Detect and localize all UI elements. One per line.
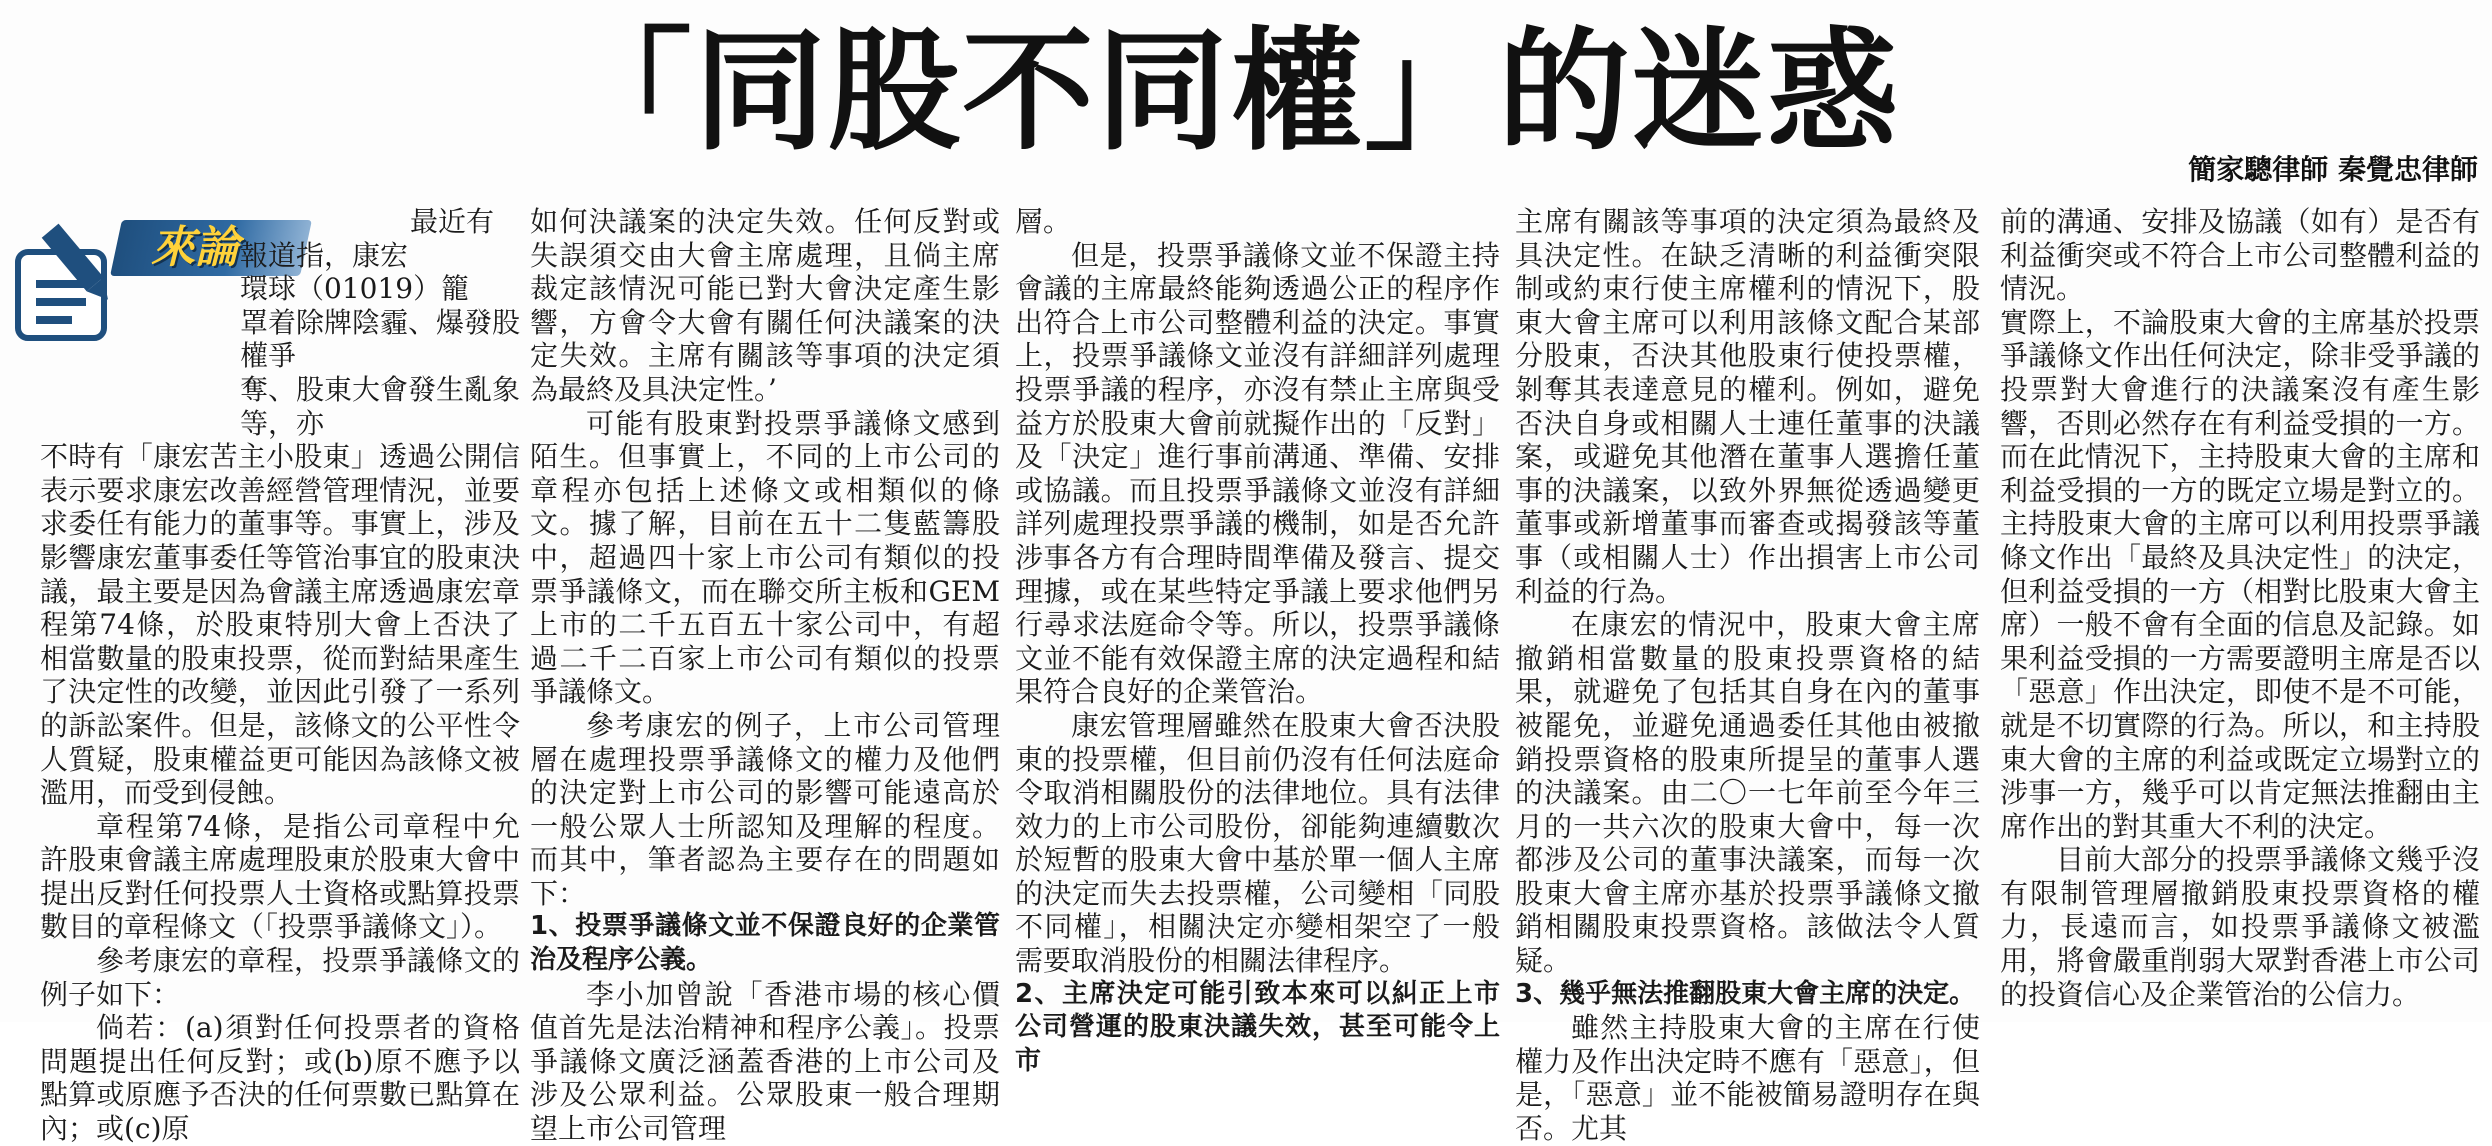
article-paragraph: 最近有	[410, 205, 495, 238]
article-column-4	[1515, 205, 1980, 1146]
byline: 簡家驄律師 秦覺忠律師	[2188, 153, 2478, 186]
article-paragraph: 奪、股東大會發生亂象等，亦	[240, 372, 521, 440]
badge-label: 來論	[151, 222, 239, 273]
article-paragraph: 康宏管理層雖然在股東大會否決股東的投票權，但目前仍沒有任何法庭命令取消相關股份的法律地位。具有法律效力的上市公司股份，卻能夠連續數次於短暫的股東大會中基於單一個人主席的決定而失去投票權，公司變相「同股不同權」，相關決定亦變相架空了一般需要取消股份的相關法律程序。	[1015, 708, 1500, 978]
article-paragraph: 前的溝通、安排及協議（如有）是否有利益衝突或不符合上市公司整體利益的情況。	[2000, 205, 2480, 306]
article-paragraph: 罩着除牌陰霾、爆發股權爭	[240, 305, 521, 373]
headline: 「同股不同權」的迷惑	[560, 15, 1900, 169]
article-paragraph: 實際上，不論股東大會的主席基於投票爭議條文作出任何決定，除非受爭議的投票對大會進行的決議案沒有產生影響，否則必然存在有利益受損的一方。而在此情況下，主持股東大會的主席和利益受損的一方的既定立場是對立的。主持股東大會的主席可以利用投票爭議條文作出「最終及具決定性」的決定，但利益受損的一方（相對比股東大會主席）一般不會有全面的信息及記錄。如果利益受損的一方需要證明主席是否以「惡意」作出決定，即使不是不可能，就是不切實際的行為。所以，和主持股東大會的主席的利益或既定立場對立的涉事一方，幾乎可以肯定無法推翻由主席作出的對其重大不利的決定。	[2000, 305, 2480, 843]
article-paragraph: 不時有「康宏苦主小股東」透過公開信表示要求康宏改善經營管理情況，並要求委任有能力的董事等。事實上，涉及影響康宏董事委任等管治事宜的股東決議，最主要是因為會議主席透過康宏章程第74條，於股東特別大會上否決了相當數量的股東投票，從而對結果產生了決定性的改變，並因此引發了一系列的訴訟案件。但是，該條文的公平性令人質疑，股東權益更可能因為該條文被濫用，而受到侵蝕。	[40, 440, 520, 810]
article-paragraph: 倘若：(a)須對任何投票者的資格問題提出任何反對；或(b)原不應予以點算或原應予否決的任何票數已點算在內；或(c)原	[40, 1011, 520, 1146]
article-paragraph: 目前大部分的投票爭議條文幾乎沒有限制管理層撤銷股東投票資格的權力，長遠而言，如投票爭議條文被濫用，將會嚴重削弱大眾對香港上市公司的投資信心及企業管治的公信力。	[2000, 843, 2480, 1011]
article-paragraph: 主席有關該等事項的決定須為最終及具決定性。在缺乏清晰的利益衝突限制或約束行使主席權利的情況下，股東大會主席可以利用該條文配合某部分股東，否決其他股東行使投票權，剝奪其表達意見的權利。例如，避免否決自身或相關人士連任董事的決議案，或避免其他潛在董事人選擔任董事的決議案，以致外界無從透過變更董事或新增董事而審查或揭發該等董事（或相關人士）作出損害上市公司利益的行為。	[1515, 205, 1980, 608]
article-paragraph: 參考康宏的例子，上市公司管理層在處理投票爭議條文的權力及他們的決定對上市公司的影響可能遠高於一般公眾人士所認知及理解的程度。而其中，筆者認為主要存在的問題如下：	[530, 708, 1000, 910]
article-paragraph: 在康宏的情況中，股東大會主席撤銷相當數量的股東投票資格的結果，就避免了包括其自身在內的董事被罷免，並避免通過委任其他由被撤銷投票資格的股東所提呈的董事人選的決議案。由二〇一七年前至今年三月的一共六次的股東大會中，每一次都涉及公司的董事決議案，而每一次股東大會主席亦基於投票爭議條文撤銷相關股東投票資格。該做法令人質疑。	[1515, 608, 1980, 978]
article-paragraph: 可能有股東對投票爭議條文感到陌生。但事實上，不同的上市公司的章程亦包括上述條文或相類似的條文。據了解，目前在五十二隻藍籌股中，超過四十家上市公司有類似的投票爭議條文，而在聯交所主板和GEM上市的二千五百五十家公司中，有超過二千二百家上市公司有類似的投票爭議條文。	[530, 406, 1000, 709]
article-paragraph: 如何決議案的決定失效。任何反對或失誤須交由大會主席處理，且倘主席裁定該情況可能已對大會決定產生影響，方會令大會有關任何決議案的決定失效。主席有關該等事項的決定須為最終及具決定性。’	[530, 205, 1000, 406]
article-paragraph: 章程第74條，是指公司章程中允許股東會議主席處理股東於股東大會中提出反對任何投票人士資格或點算投票數目的章程條文（「投票爭議條文」）。	[40, 809, 520, 944]
section-heading: 3、幾乎無法推翻股東大會主席的決定。	[1515, 978, 1976, 1009]
article-paragraph: 層。	[1015, 205, 1072, 238]
article-column-2	[530, 205, 1000, 1146]
article-paragraph: 參考康宏的章程，投票爭議條文的例子如下：	[40, 944, 520, 1011]
article-paragraph: 但是，投票爭議條文並不保證主持會議的主席最終能夠透過公正的程序作出符合上市公司整體利益的決定。事實上，投票爭議條文並沒有詳細詳列處理投票爭議的程序，亦沒有禁止主席與受益方於股東大會前就擬作出的「反對」及「決定」進行事前溝通、準備、安排或協議。而且投票爭議條文並沒有詳細詳列處理投票爭議的機制，如是否允許涉事各方有合理時間準備及發言、提交理據，或在某些特定爭議上要求他們另行尋求法庭命令等。所以，投票爭議條文並不能有效保證主席的決定過程和結果符合良好的企業管治。	[1015, 238, 1500, 709]
article-column-5	[2000, 205, 2480, 1020]
article-paragraph: 報道指，康宏	[240, 238, 409, 272]
section-heading: 2、主席決定可能引致本來可以糾正上市公司營運的股東決議失效，甚至可能令上市	[1015, 978, 1500, 1076]
article-column-1	[40, 205, 521, 1146]
article-column-3	[1015, 205, 1500, 1076]
section-heading: 1、投票爭議條文並不保證良好的企業管治及程序公義。	[530, 911, 1000, 976]
article-paragraph: 雖然主持股東大會的主席在行使權力及作出決定時不應有「惡意」，但是，「惡意」並不能被簡易證明存在與否。尤其	[1515, 1011, 1980, 1146]
article-paragraph: 李小加曾說「香港市場的核心價值首先是法治精神和程序公義」。投票爭議條文廣泛涵蓋香港的上市公司及涉及公眾利益。公眾股東一般合理期望上市公司管理	[530, 977, 1000, 1146]
article-paragraph: 環球（01019）籠	[240, 272, 470, 306]
